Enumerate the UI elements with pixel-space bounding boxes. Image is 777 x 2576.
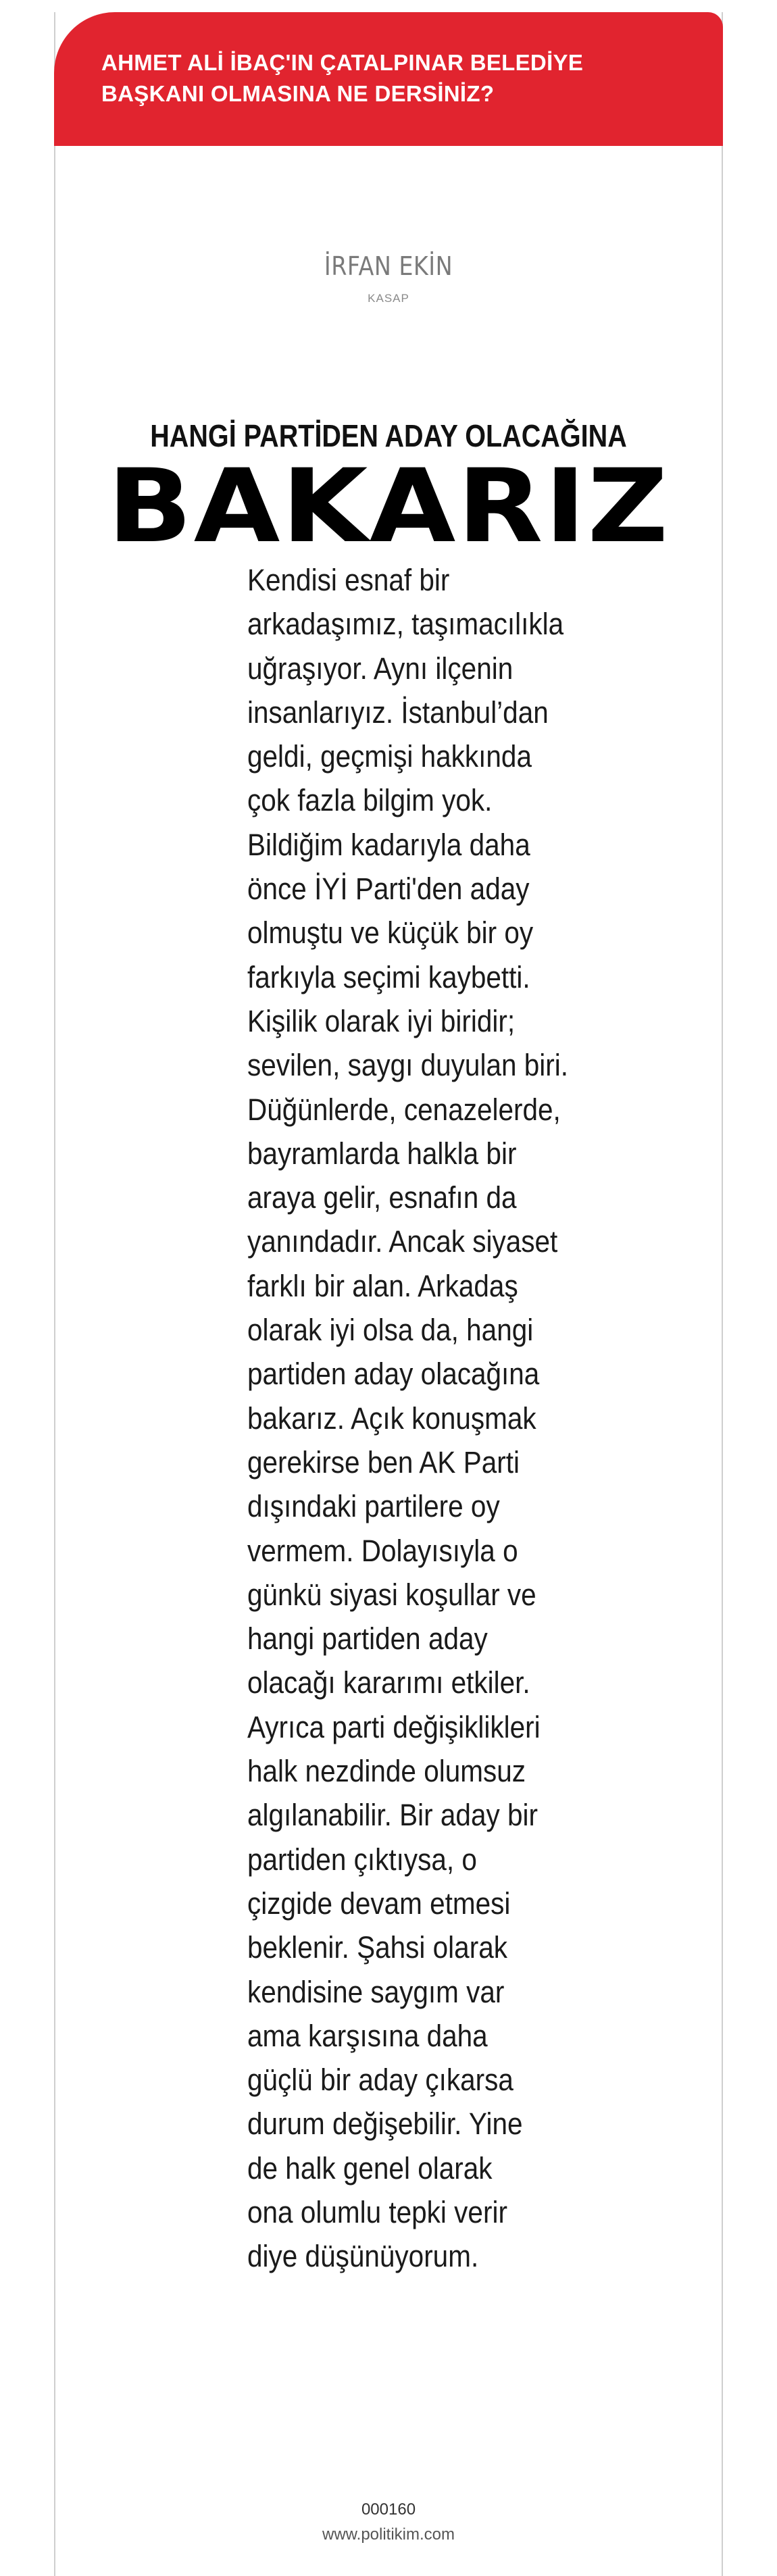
- headline: BAKARIZ: [107, 448, 670, 565]
- person-role: KASAP: [368, 292, 409, 305]
- article-body: Kendisi esnaf bir arkadaşımız, taşımacılıkla uğraşıyor. Aynı ilçenin insanlarıyız. İstanbul’dan geldi, geçmişi hakkında çok fazla bilgim yok. Bildiğim kadarıyla daha önce İYİ Parti'den aday olmuştu ve küçük bir oy farkıyla seçimi kaybetti. Kişilik olarak iyi biridir; sevilen, saygı duyulan biri. Düğünlerde, cenazelerde, bayramlarda halkla bir araya gelir, esnafın da yanındadır. Ancak siyaset farklı bir alan. Arkadaş olarak iyi olsa da, hangi partiden aday olacağına bakarız. Açık konuşmak gerekirse ben AK Parti dışındaki partilere oy vermem. Dolayısıyla o günkü siyasi koşullar ve hangi partiden aday olacağı kararımı etkiler. Ayrıca parti değişiklikleri halk nezdinde olumsuz algılanabilir. Bir aday bir partiden çıktıysa, o çizgide devam etmesi beklenir. Şahsi olarak kendisine saygım var ama karşısına daha güçlü bir aday çıkarsa durum değişebilir. Yine de halk genel olarak ona olumlu tepki verir diye düşünüyorum.: [247, 563, 569, 2274]
- website-link[interactable]: www.politikim.com: [322, 2525, 455, 2544]
- headline-kicker: HANGİ PARTİDEN ADAY OLACAĞINA: [150, 418, 627, 453]
- question-line-1: AHMET ALİ İBAÇ'IN ÇATALPINAR BELEDİYE: [101, 50, 584, 75]
- person-name: İRFAN EKİN: [324, 251, 453, 281]
- page-number: 000160: [361, 2500, 416, 2519]
- question-line-2: BAŞKANI OLMASINA NE DERSİNİZ?: [101, 81, 495, 106]
- question-banner: [54, 12, 723, 146]
